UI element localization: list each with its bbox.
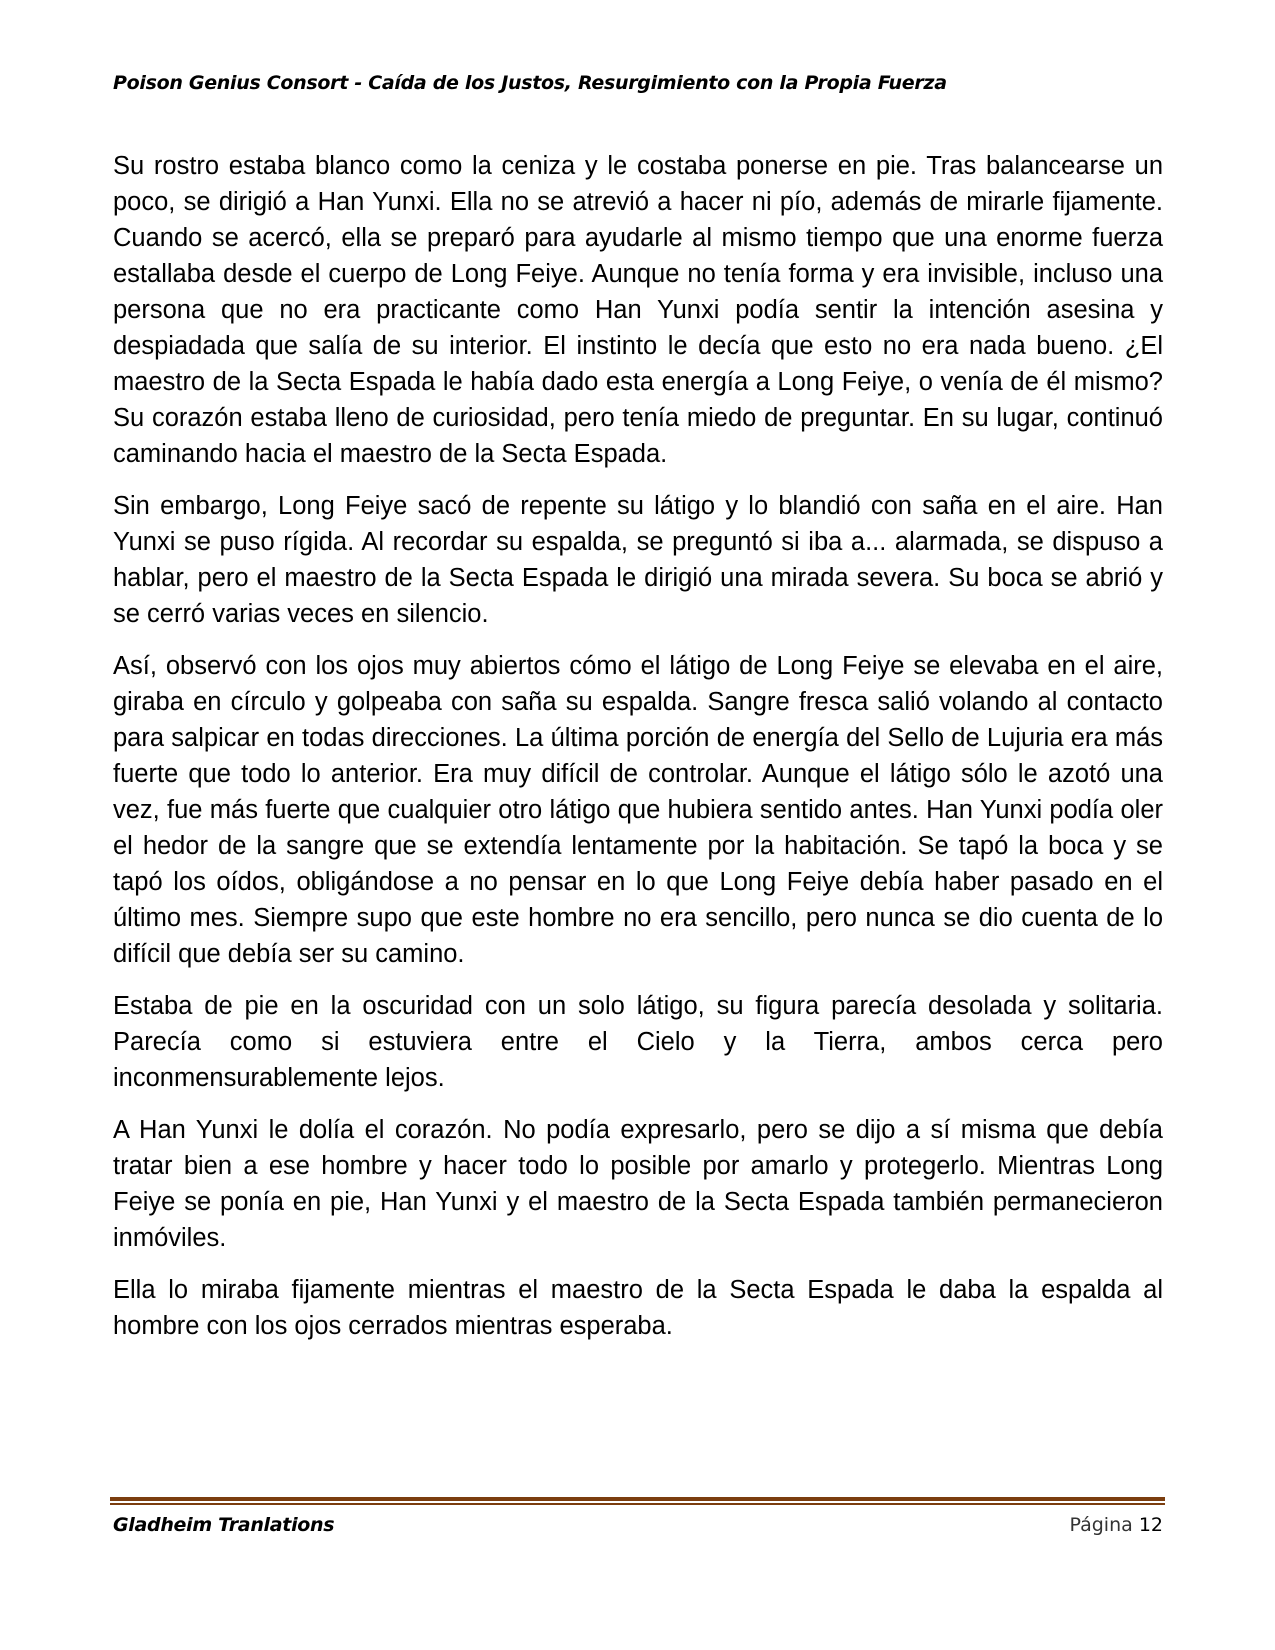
footer-publisher: Gladheim Tranlations: [113, 1514, 335, 1536]
paragraph-3: Así, observó con los ojos muy abiertos cómo el látigo de Long Feiye se elevaba en el aire, giraba en círculo y golpeaba con saña su espalda. Sangre fresca salió volando al contacto para salpicar en todas direcciones. La última porción de energía del Sello de Lujuria era más fuerte que todo lo anterior. Era muy difícil de controlar. Aunque el látigo sólo le azotó una vez, fue más fuerte que cualquier otro látigo que hubiera sentido antes. Han Yunxi podía oler el hedor de la sangre que se extendía lentamente por la habitación. Se tapó la boca y se tapó los oídos, obligándose a no pensar en lo que Long Feiye debía haber pasado en el último mes. Siempre supo que este hombre no era sencillo, pero nunca se dio cuenta de lo difícil que debía ser su camino.: [113, 652, 1163, 968]
document-body: [113, 148, 1163, 1360]
page-number-value: 12: [1138, 1514, 1163, 1536]
page-number: [1069, 1514, 1163, 1536]
footer-divider: [110, 1497, 1165, 1505]
paragraph-2: Sin embargo, Long Feiye sacó de repente su látigo y lo blandió con saña en el aire. Han Yunxi se puso rígida. Al recordar su espalda, se preguntó si iba a... alarmada, se dispuso a hablar, pero el maestro de la Secta Espada le dirigió una mirada severa. Su boca se abrió y se cerró varias veces en silencio.: [113, 492, 1163, 628]
paragraph-1: Su rostro estaba blanco como la ceniza y le costaba ponerse en pie. Tras balancearse un poco, se dirigió a Han Yunxi. Ella no se atrevió a hacer ni pío, además de mirarle fijamente. Cuando se acercó, ella se preparó para ayudarle al mismo tiempo que una enorme fuerza estallaba desde el cuerpo de Long Feiye. Aunque no tenía forma y era invisible, incluso una persona que no era practicante como Han Yunxi podía sentir la intención asesina y despiadada que salía de su interior. El instinto le decía que esto no era nada bueno. ¿El maestro de la Secta Espada le había dado esta energía a Long Feiye, o venía de él mismo? Su corazón estaba lleno de curiosidad, pero tenía miedo de preguntar. En su lugar, continuó caminando hacia el maestro de la Secta Espada.: [113, 152, 1163, 468]
paragraph-4: Estaba de pie en la oscuridad con un solo látigo, su figura parecía desolada y solitaria. Parecía como si estuviera entre el Cielo y la Tierra, ambos cerca pero inconmensurablemente lejos.: [113, 992, 1163, 1092]
paragraph-5: A Han Yunxi le dolía el corazón. No podía expresarlo, pero se dijo a sí misma que debía tratar bien a ese hombre y hacer todo lo posible por amarlo y protegerlo. Mientras Long Feiye se ponía en pie, Han Yunxi y el maestro de la Secta Espada también permanecieron inmóviles.: [113, 1116, 1163, 1252]
page-footer: [113, 1514, 1163, 1542]
page-header: Poison Genius Consort - Caída de los Justos, Resurgimiento con la Propia Fuerza: [113, 72, 947, 94]
page-label: Página: [1069, 1514, 1133, 1536]
paragraph-6: Ella lo miraba fijamente mientras el maestro de la Secta Espada le daba la espalda al hombre con los ojos cerrados mientras esperaba.: [113, 1276, 1163, 1340]
